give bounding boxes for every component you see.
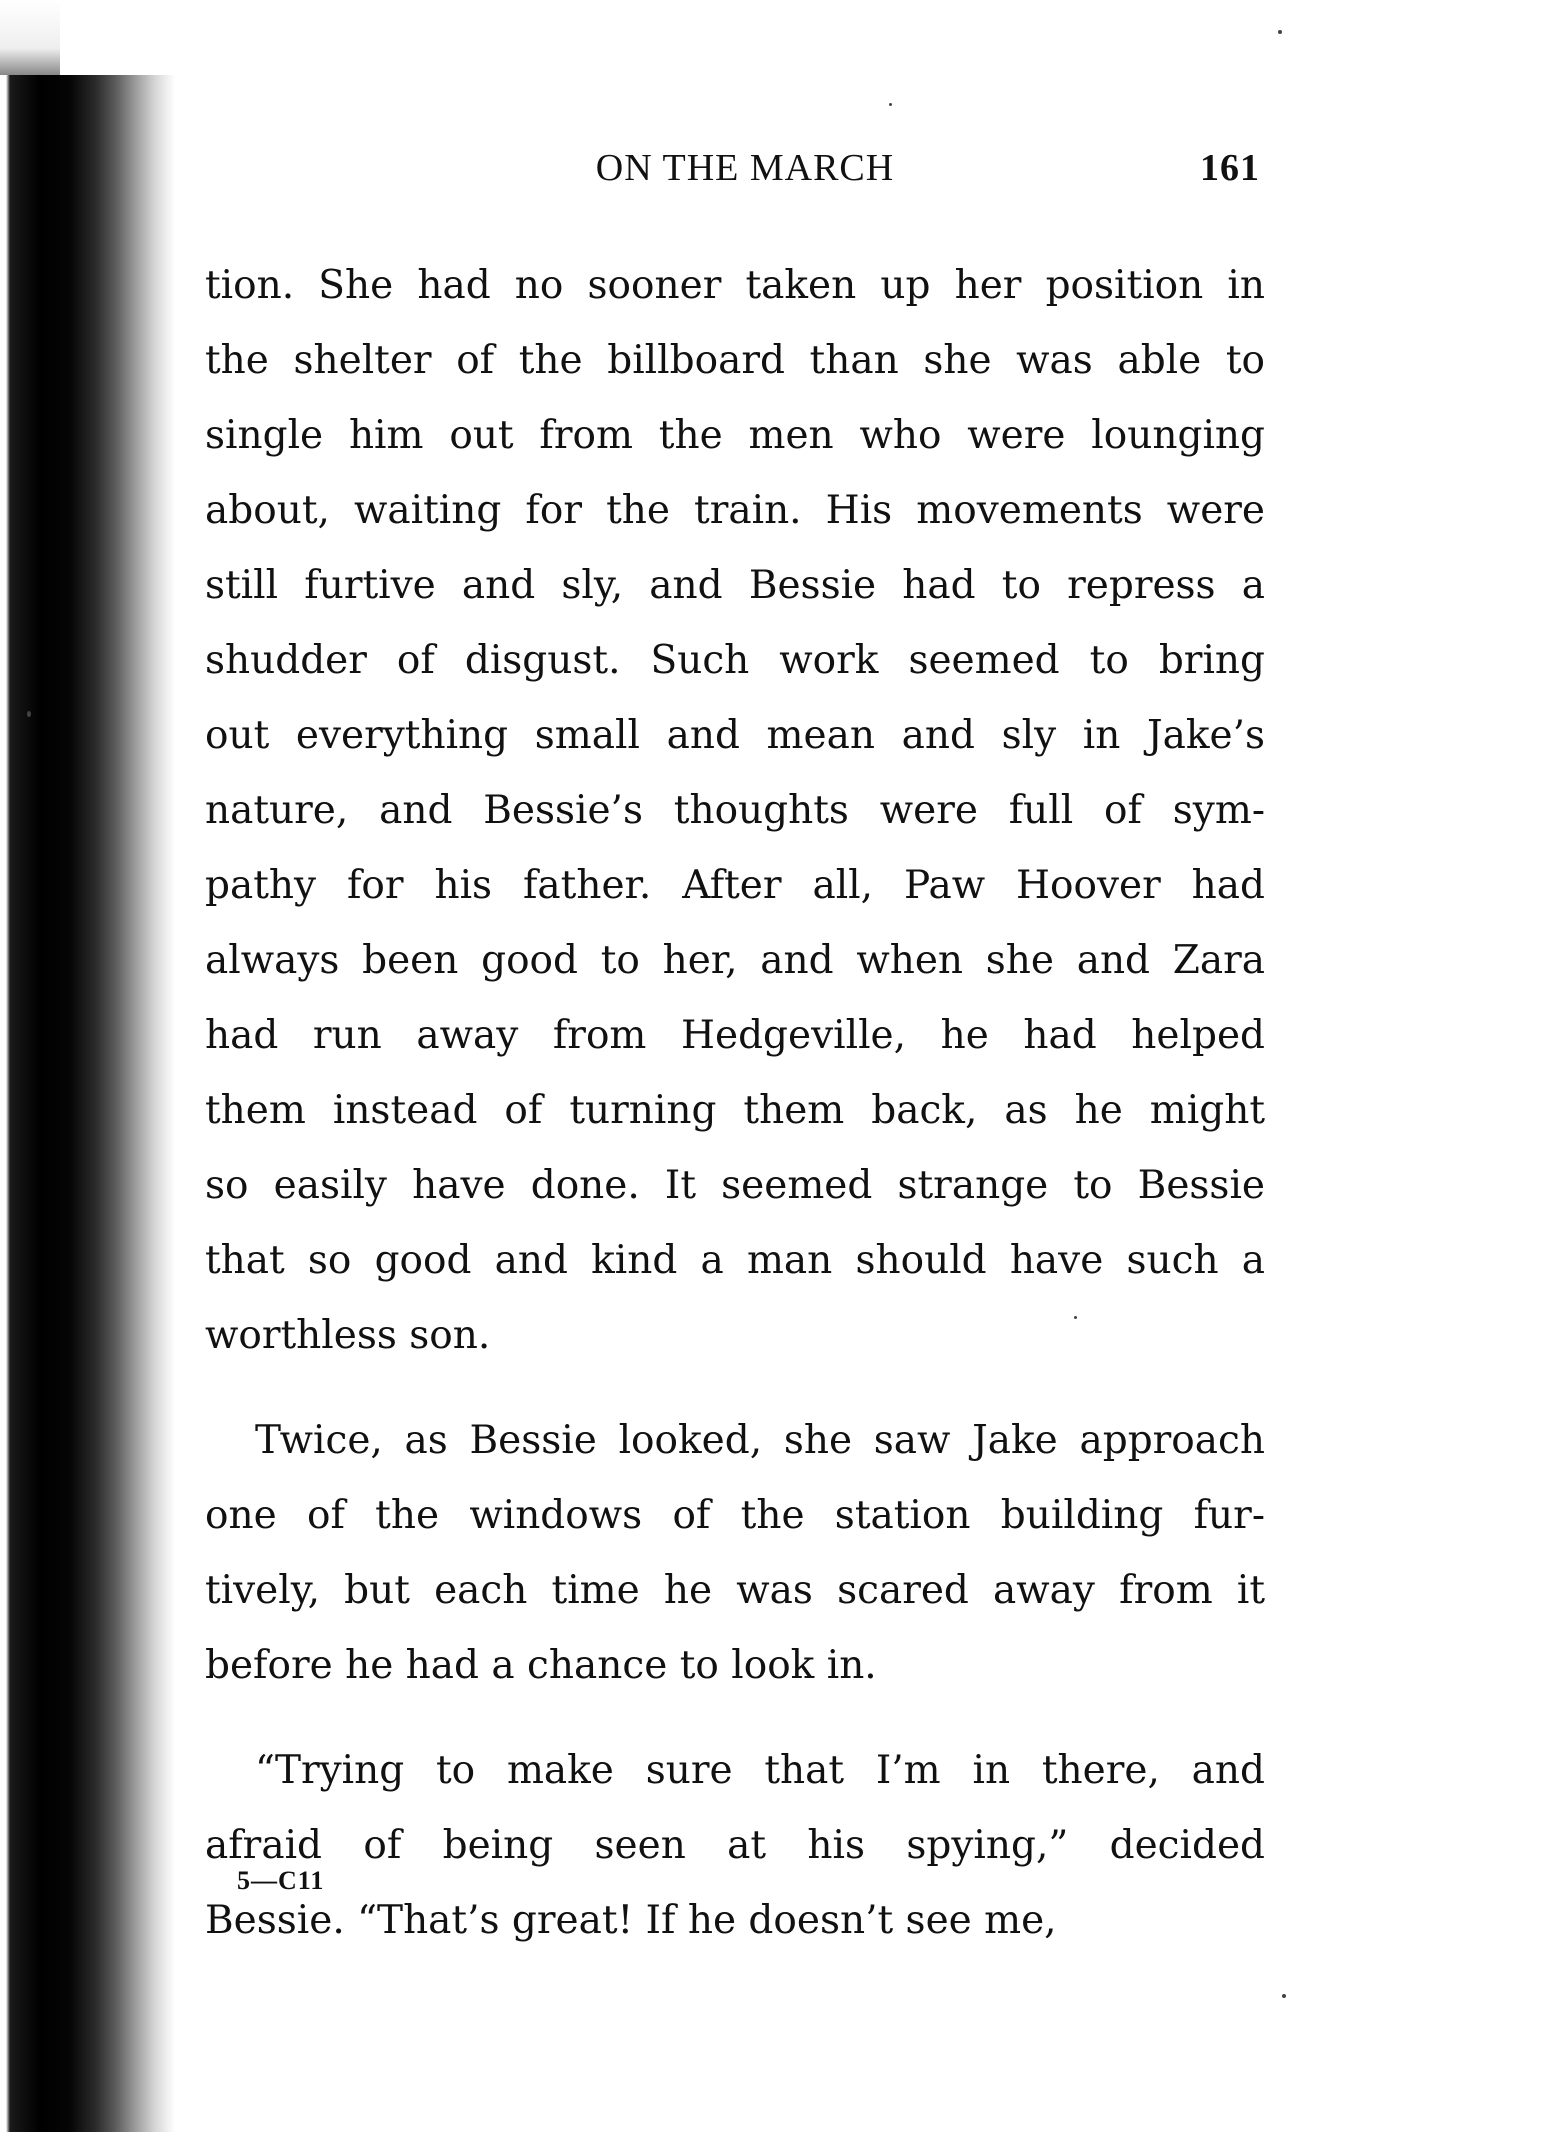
- scan-speck: [1282, 1994, 1286, 1998]
- scan-speck: [1074, 1316, 1077, 1319]
- text-line: nature, and Bessie’s thoughts were full of sym-: [205, 788, 1265, 833]
- text-line: Bessie. “That’s great! If he doesn’t see me,: [205, 1898, 1057, 1943]
- text-line: so easily have done. It seemed strange to Bessie: [205, 1163, 1265, 1208]
- scan-speck: [27, 711, 31, 717]
- text-line: the shelter of the billboard than she was able to: [205, 338, 1265, 383]
- paragraph-gap: [205, 1703, 1265, 1733]
- text-line: one of the windows of the station building fur-: [205, 1493, 1265, 1538]
- text-line: still furtive and sly, and Bessie had to repress a: [205, 563, 1265, 608]
- text-line: had run away from Hedgeville, he had helped: [205, 1013, 1265, 1058]
- text-line: them instead of turning them back, as he might: [205, 1088, 1265, 1133]
- text-line: always been good to her, and when she and Zara: [205, 938, 1265, 983]
- text-line: afraid of being seen at his spying,” decided: [205, 1823, 1265, 1868]
- binding-shadow: [0, 75, 175, 2132]
- binding-shadow-top: [0, 0, 60, 80]
- text-line: pathy for his father. After all, Paw Hoover had: [205, 863, 1265, 908]
- text-line: shudder of disgust. Such work seemed to bring: [205, 638, 1265, 683]
- text-line: “Trying to make sure that I’m in there, and: [255, 1748, 1265, 1793]
- page-header: [200, 146, 1270, 196]
- text-line: single him out from the men who were lounging: [205, 413, 1265, 458]
- page-number: 161: [1200, 147, 1260, 189]
- text-line: tion. She had no sooner taken up her position in: [205, 263, 1265, 308]
- scan-speck: [1278, 30, 1282, 34]
- text-line: Twice, as Bessie looked, she saw Jake approach: [255, 1418, 1265, 1463]
- paragraph-gap: [205, 1373, 1265, 1403]
- text-line: tively, but each time he was scared away from it: [205, 1568, 1265, 1613]
- printer-signature-mark: 5—C11: [237, 1866, 325, 1895]
- text-line: worthless son.: [205, 1313, 491, 1358]
- body-text: [205, 248, 1265, 1958]
- scan-speck: [889, 103, 892, 106]
- text-line: before he had a chance to look in.: [205, 1643, 877, 1688]
- text-line: that so good and kind a man should have such a: [205, 1238, 1265, 1283]
- text-line: about, waiting for the train. His movements were: [205, 488, 1265, 533]
- running-head: ON THE MARCH: [595, 147, 895, 189]
- text-line: out everything small and mean and sly in Jake’s: [205, 713, 1265, 758]
